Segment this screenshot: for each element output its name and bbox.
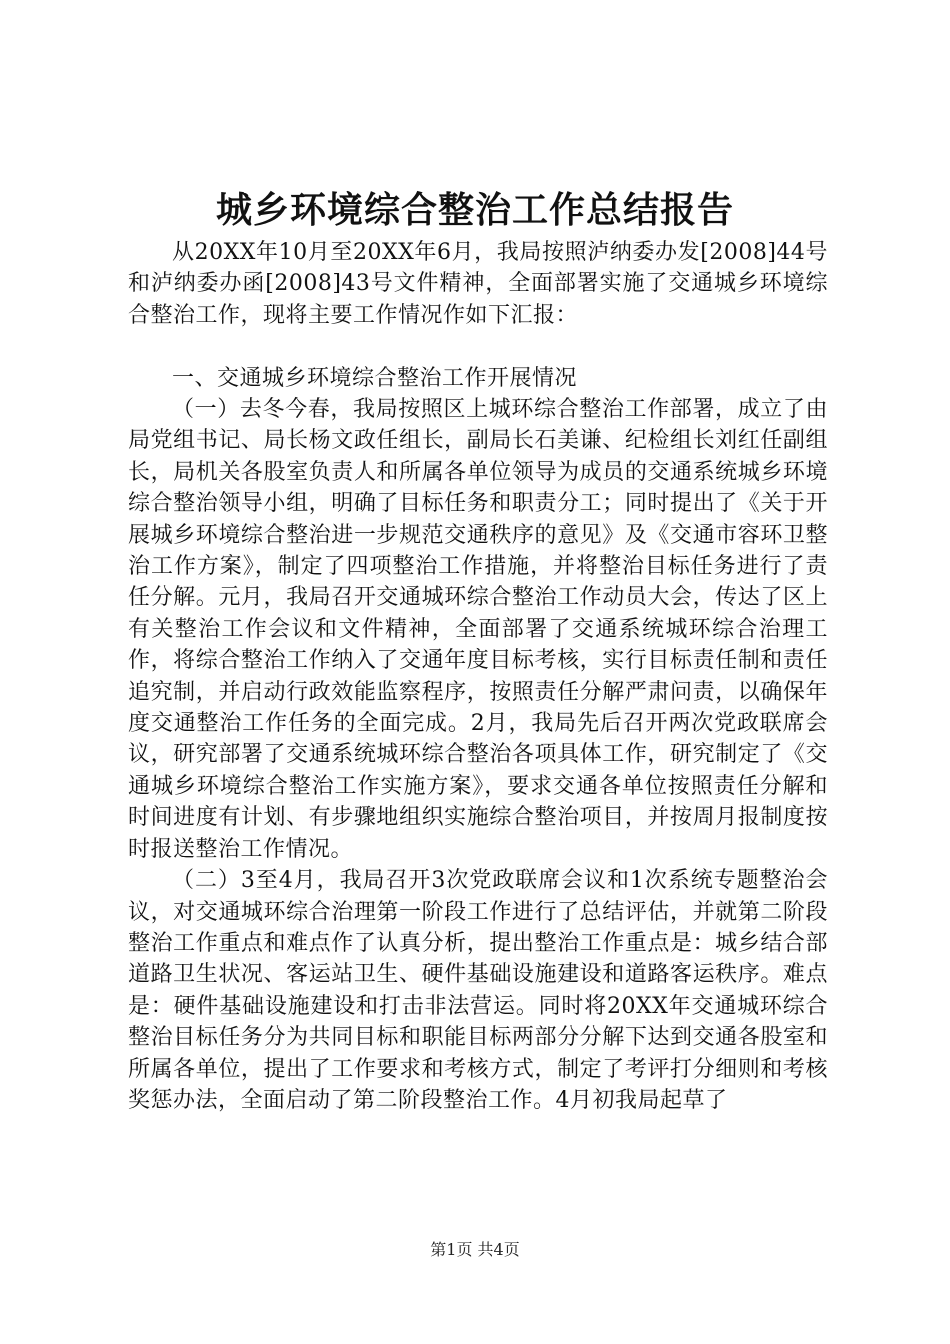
section-heading: 一、交通城乡环境综合整治工作开展情况 xyxy=(172,365,578,391)
document-body xyxy=(128,237,828,1116)
body-paragraph-1: （一）去冬今春，我局按照区上城环综合整治工作部署，成立了由局党组书记、局长杨文政任组长，副局长石美谦、纪检组长刘红任副组长，局机关各股室负责人和所属各单位领导为成员的交通系统城乡环境综合整治领导小组，明确了目标任务和职责分工；同时提出了《关于开展城乡环境综合整治进一步规范交通秩序的意见》及《交通市容环卫整治工作方案》，制定了四项整治工作措施，并将整治目标任务进行了责任分解。元月，我局召开交通城环综合整治工作动员大会，传达了区上有关整治工作会议和文件精神，全面部署了交通系统城环综合治理工作，将综合整治工作纳入了交通年度目标考核，实行目标责任制和责任追究制，并启动行政效能监察程序，按照责任分解严肃问责，以确保年度交通整治工作任务的全面完成。2月，我局先后召开两次党政联席会议，研究部署了交通系统城环综合整治各项具体工作，研究制定了《交通城乡环境综合整治工作实施方案》，要求交通各单位按照责任分解和时间进度有计划、有步骤地组织实施综合整治项目，并按周月报制度按时报送整治工作情况。 xyxy=(128,397,828,862)
document-title: 城乡环境综合整治工作总结报告 xyxy=(215,189,734,231)
intro-paragraph: 从20XX年10月至20XX年6月，我局按照泸纳委办发[2008]44号和泸纳委办函[2008]43号文件精神，全面部署实施了交通城乡环境综合整治工作，现将主要工作情况作如下汇报： xyxy=(128,240,828,328)
body-paragraph-2: （二）3至4月，我局召开3次党政联席会议和1次系统专题整治会议，对交通城环综合治理第一阶段工作进行了总结评估，并就第二阶段整治工作重点和难点作了认真分析，提出整治工作重点是：城乡结合部道路卫生状况、客运站卫生、硬件基础设施建设和道路客运秩序。难点是：硬件基础设施建设和打击非法营运。同时将20XX年交通城环综合整治目标任务分为共同目标和职能目标两部分分解下达到交通各股室和所属各单位，提出了工作要求和考核方式，制定了考评打分细则和考核奖惩办法，全面启动了第二阶段整治工作。4月初我局起草了 xyxy=(128,868,828,1113)
page-number-footer: 第1页 共4页 xyxy=(430,1240,520,1259)
